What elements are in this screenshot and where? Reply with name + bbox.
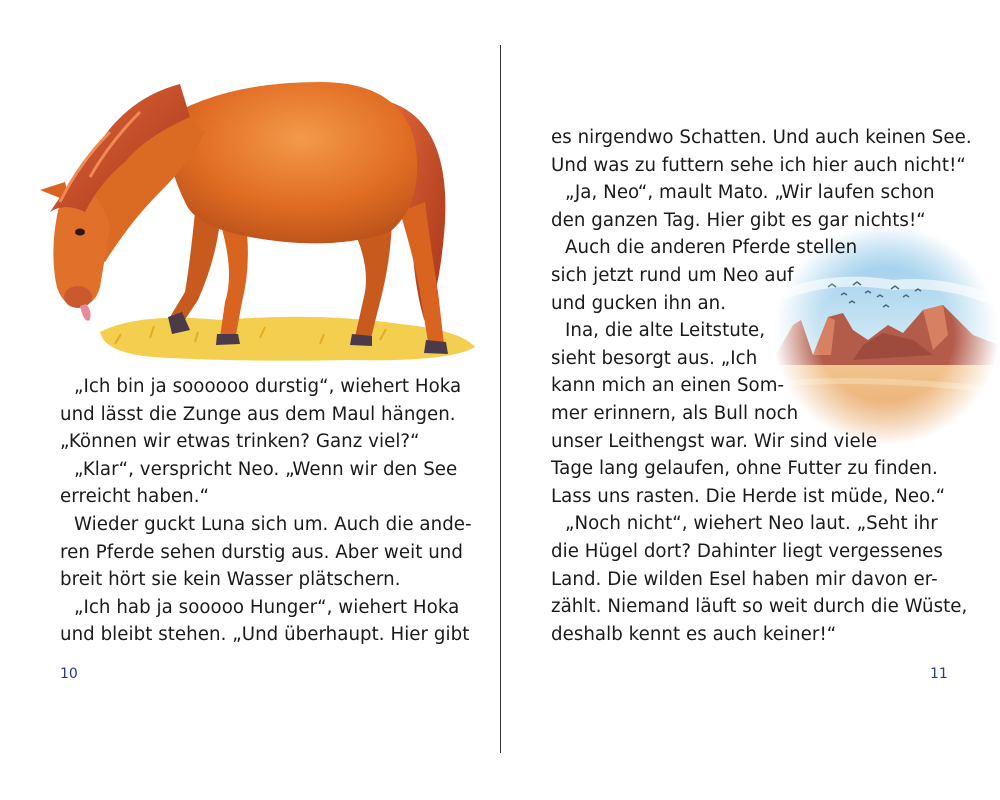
text-line: es nirgendwo Schatten. Und auch keinen See. [551,127,972,148]
text-line: erreicht haben.“ [60,486,210,508]
text-line: Tage lang gelaufen, ohne Futter zu finden. [551,458,938,480]
text-line: Land. Die wilden Esel haben mir davon er- [551,568,938,590]
text-line: „Klar“, verspricht Neo. „Wenn wir den See [74,458,458,480]
text-line: „Noch nicht“, wiehert Neo laut. „Seht ihr [565,513,938,535]
text-line: zählt. Niemand läuft so weit durch die Wüste, [551,596,968,618]
text-line: und bleibt stehen. „Und überhaupt. Hier gibt [60,624,470,646]
text-line: Wieder guckt Luna sich um. Auch die ande- [74,513,472,535]
text-line: Auch die anderen Pferde stellen [565,237,858,259]
text-line: Und was zu futtern sehe ich hier auch nicht!“ [551,154,966,176]
text-line: „Ich hab ja sooooo Hunger“, wiehert Hoka [74,596,460,618]
text-line: deshalb kennt es auch keiner!“ [551,623,837,645]
right-page-text [551,124,972,648]
text-line: Ina, die alte Leitstute, [565,320,766,342]
text-line: breit hört sie kein Wasser plätschern. [60,569,401,591]
text-line: sieht besorgt aus. „Ich [551,347,758,369]
text-line: kann mich an einen Som- [551,375,785,397]
text-line: „Ich bin ja soooooo durstig“, wiehert Hoka [74,376,462,397]
text-line: die Hügel dort? Dahinter liegt vergessenes [551,540,943,562]
left-page-text [60,373,472,649]
text-line: mer erinnern, als Bull noch [551,402,799,424]
text-line: „Ja, Neo“, mault Mato. „Wir laufen schon [565,182,935,204]
text-line: ren Pferde sehen durstig aus. Aber weit und [60,541,463,563]
text-line: und gucken ihn an. [551,292,727,314]
text-line: sich jetzt rund um Neo auf [551,264,794,286]
horse-illustration [20,62,485,374]
right-page [501,0,1000,800]
text-line: und lässt die Zunge aus dem Maul hängen. [60,403,456,425]
text-line: „Können wir etwas trinken? Ganz viel?“ [60,431,420,453]
page-number-right: 11 [930,666,948,682]
text-line: den ganzen Tag. Hier gibt es gar nichts!“ [551,209,926,231]
text-line: unser Leithengst war. Wir sind viele [551,430,878,452]
text-line: Lass uns rasten. Die Herde ist müde, Neo.“ [551,485,946,507]
page-number-left: 10 [60,666,78,682]
